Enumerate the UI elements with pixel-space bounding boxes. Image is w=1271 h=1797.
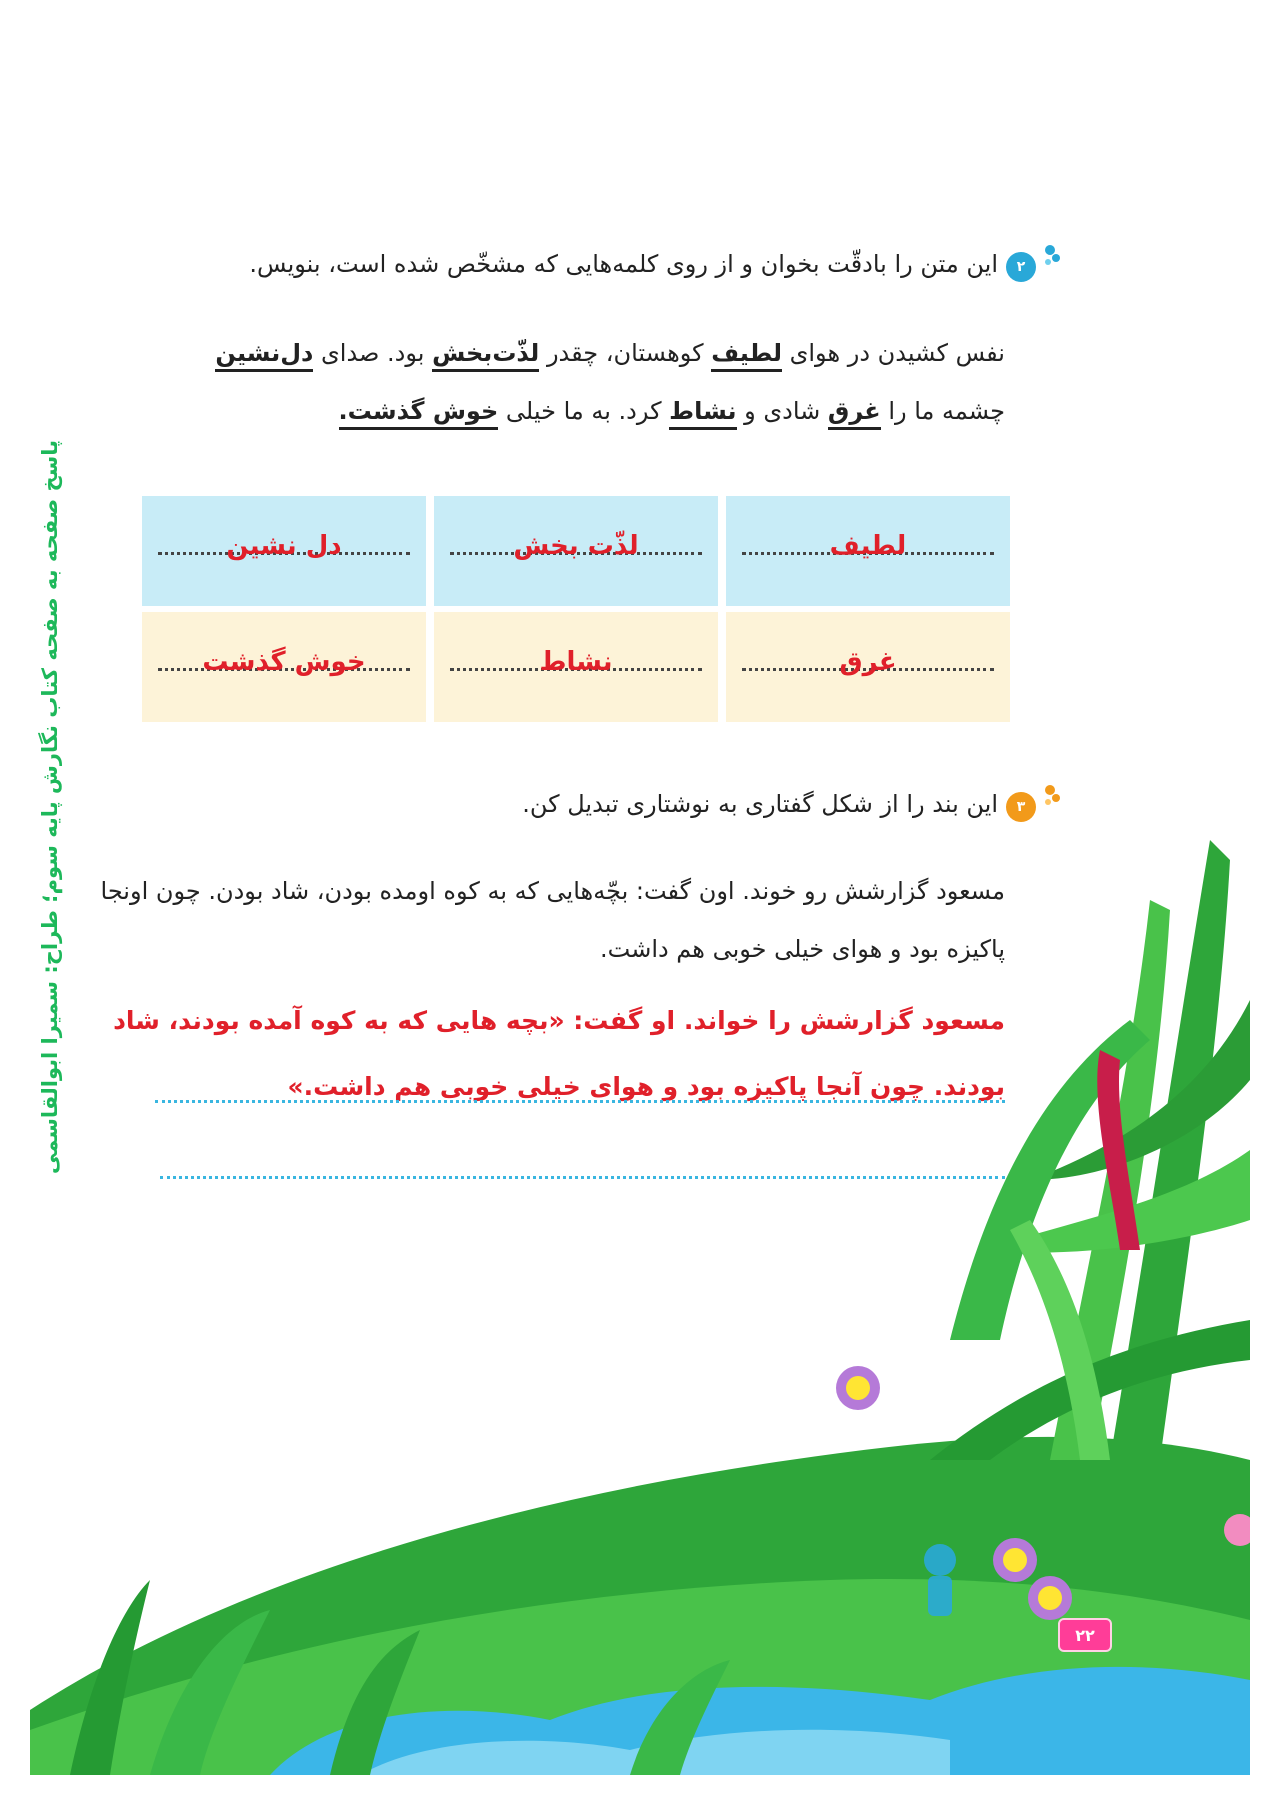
cell-answer: لذّت بخش [513,531,639,561]
question-2-paragraph [150,324,1005,440]
table-cell [726,496,1010,606]
paragraph-text: کوهستان، چقدر [539,339,712,367]
paragraph-text: کرد. به ما خیلی [498,397,670,425]
question-3-text-line1: مسعود گزارشش رو خوند. اون گفت: بچّه‌هایی که به کوه اومده بودن، شاد بودن. چون اونجا [100,877,1005,905]
table-cell [434,496,718,606]
cell-answer: غرق [839,647,897,677]
flower-purple-2 [836,1366,880,1410]
table-cell [434,612,718,722]
side-caption: پاسخ صفحه به صفحه کتاب نگارش پایه سوم؛ طراح: سمیرا ابوالقاسمی [38,440,62,1175]
table-cell [142,496,426,606]
paragraph-text: چشمه ما را [880,397,1005,425]
cell-answer: لطیف [829,531,907,561]
table-cell [142,612,426,722]
answer-table [142,496,1010,724]
highlight-word: لطیف [711,339,782,372]
paragraph-text: نفس کشیدن در هوای [781,339,1005,367]
question-2-instruction: این متن را بادقّت بخوان و از روی کلمه‌هایی که مشخّص شده است، بنویس. [249,250,998,278]
question-number: ۳ [1016,799,1026,815]
cell-answer: خوش گذشت [202,647,366,677]
highlight-word: غرق [828,397,881,430]
highlight-word: نشاط [669,397,736,430]
question-3-text-line2: پاکیزه بود و هوای خیلی خوبی هم داشت. [600,935,1005,963]
highlight-word: لذّت‌بخش [432,339,539,372]
cell-answer: دل نشین [226,531,342,561]
highlight-word: دل‌نشین [215,339,313,372]
paragraph-text: شادی و [736,397,828,425]
answer-line-1: مسعود گزارشش را خواند. او گفت: «بچه هایی که به کوه آمده بودند، شاد [113,1006,1005,1035]
page-number-badge [1058,1618,1112,1652]
question-2-header [249,246,1060,290]
page-number: ۲۲ [1075,1625,1095,1645]
question-number: ۲ [1016,259,1026,275]
cell-answer: نشاط [539,647,613,677]
question-number-badge [1006,792,1036,822]
flower-purple-1 [993,1538,1037,1582]
highlight-word: خوش گذشت. [339,397,499,430]
answer-line-2: بودند. چون آنجا پاکیزه بود و هوای خیلی خوبی هم داشت.» [287,1072,1005,1101]
table-cell [726,612,1010,722]
question-number-badge [1006,252,1036,282]
paragraph-text: بود. صدای [313,339,433,367]
question-3-instruction: این بند را از شکل گفتاری به نوشتاری تبدیل کن. [522,790,998,818]
flower-purple-3 [1028,1576,1072,1620]
